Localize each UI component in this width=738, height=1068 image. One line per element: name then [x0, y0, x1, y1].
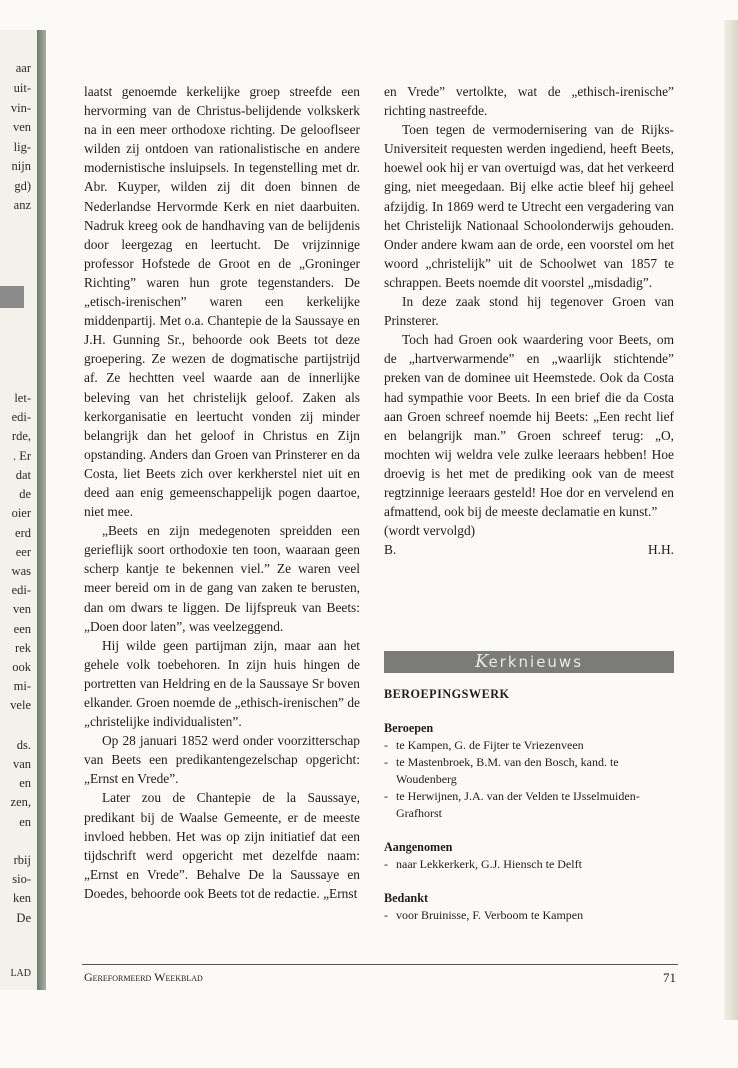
- list-item: - te Mastenbroek, B.M. van den Bosch, kand. te Woudenberg: [384, 754, 679, 788]
- banner-title: erknieuws: [488, 653, 584, 671]
- page-number: 71: [663, 970, 676, 985]
- previous-page-text-fragment: erd: [15, 526, 31, 540]
- list-item: - voor Bruinisse, F. Verboom te Kampen: [384, 907, 679, 924]
- article-column-left: [84, 82, 360, 903]
- previous-page-text-fragment: sio-: [12, 872, 31, 886]
- kerknieuws-section: [384, 686, 679, 924]
- previous-page-text-fragment: LAD: [10, 968, 31, 979]
- banner-initial: K: [474, 651, 489, 672]
- previous-page-text-fragment: nijn: [11, 159, 31, 173]
- aangenomen-list: [384, 856, 679, 873]
- paragraph: Later zou de Chantepie de la Saussaye, predikant bij de Waalse Gemeente, er de meeste invloed hebben. Het was op zijn initiatief dat een tijdschrift werd opgericht met dezelfde naam: „Ernst en Vrede”. Behalve De la Saussaye en Doedes, behoorde ook Beets tot de redactie. „Ernst: [84, 790, 360, 901]
- previous-page-text-fragment: oier: [11, 506, 31, 520]
- previous-page-text-fragment: vele: [10, 698, 31, 712]
- previous-page-text-fragment: een: [13, 622, 31, 636]
- previous-page-text-fragment: dat: [15, 468, 31, 482]
- kerknieuws-banner: [384, 651, 674, 673]
- page-footer: [84, 970, 676, 986]
- paragraph: Hij wilde geen partijman zijn, maar aan het gehele volk toebehoren. In zijn huis hingen de portretten van Heldring en de la Saussaye Sr boven elkander. Groen noemde de „ethisch-irenischen” de „christelijke individualisten”.: [84, 637, 360, 730]
- previous-page-text-fragment: ds.: [16, 738, 31, 752]
- list-item: - te Kampen, G. de Fijter te Vriezenveen: [384, 737, 679, 754]
- bedankt-list: [384, 907, 679, 924]
- previous-page-text-fragment: uit-: [13, 81, 31, 95]
- previous-page-text-fragment: vin-: [10, 101, 31, 115]
- previous-page-text-fragment: aar: [15, 61, 31, 75]
- paragraph: en Vrede” vertolkte, wat de „ethisch-irenische” richting nastreefde.: [384, 84, 674, 119]
- previous-page-text-fragment: edi-: [11, 410, 31, 424]
- previous-page-text-fragment: lig-: [13, 140, 31, 154]
- to-be-continued: (wordt vervolgd): [384, 523, 476, 539]
- subsection-title-aangenomen: Aangenomen: [384, 840, 453, 854]
- previous-page-text-fragment: rde,: [11, 429, 31, 443]
- footer-rule: [82, 964, 678, 965]
- signature-left: B.: [384, 542, 397, 558]
- paragraph: In deze zaak stond hij tegenover Groen van Prinsterer.: [384, 294, 674, 329]
- subsection-title-beroepen: Beroepen: [384, 721, 434, 735]
- previous-page-text-fragment: van: [12, 757, 31, 771]
- previous-page-gray-block: [0, 286, 24, 308]
- previous-page-strip: [0, 30, 37, 990]
- previous-page-text-fragment: anz: [13, 198, 31, 212]
- previous-page-text-fragment: gd): [14, 179, 31, 193]
- previous-page-text-fragment: was: [11, 564, 31, 578]
- previous-page-text-fragment: ven: [12, 602, 31, 616]
- previous-page-text-fragment: en: [19, 776, 31, 790]
- previous-page-text-fragment: ook: [12, 660, 31, 674]
- previous-page-text-fragment: ven: [12, 120, 31, 134]
- paragraph: Op 28 januari 1852 werd onder voorzitterschap van Beets een predikantengezelschap opgericht: „Ernst en Vrede”.: [84, 733, 360, 787]
- paragraph: Toch had Groen ook waardering voor Beets, om de „hartverwarmende” en „waarlijk stichtende” preken van de dominee uit Heemstede. Ook da Costa had sympathie voor Beets. In een brief die da Costa aan Groen schreef noemde hij Beets: „Een recht lief en belangrijk man.” Groen schreef terug: „O, mochten wij weldra vele zulke leeraars hebben! Hoe droevig is het met de prediking ook van de meest regtzinnige leeraars gesteld! Hoe dor en vervelend en afmattend, ook bij de meeste declamatie en kunst.”: [384, 332, 674, 520]
- previous-page-text-fragment: eer: [15, 545, 31, 559]
- previous-page-text-fragment: . Er: [12, 449, 31, 463]
- section-heading: BEROEPINGSWERK: [384, 687, 510, 701]
- list-item: - te Herwijnen, J.A. van der Velden te IJsselmuiden-Grafhorst: [384, 788, 679, 822]
- previous-page-text-fragment: en: [19, 815, 31, 829]
- previous-page-text-fragment: rek: [15, 641, 31, 655]
- beroepen-list: [384, 737, 679, 822]
- article-column-right: [384, 82, 674, 559]
- previous-page-text-fragment: mi-: [13, 679, 31, 693]
- previous-page-text-fragment: De: [16, 911, 31, 925]
- paragraph: laatst genoemde kerkelijke groep streefde een hervorming van de Christus-belijdende volkskerk na in een meer orthodoxe richting. De gelooflseer wilden zij ontdoen van rationalistische en andere modernistische insluipsels. In tegenstelling met dr. Abr. Kuyper, wilden zij dit doen binnen de Nederlandse Hervormde Kerk en niet daarbuiten. Nadruk kreeg ook de handhaving van de belijdenis door leergezag en leertucht. De vrijzinnige professor Hofstede de Groot en de „Groninger Richting” waren hun grote tegenstanders. De „etisch-irenischen” waren een kerkelijke middenpartij. Met o.a. Chantepie de la Saussaye en J.H. Gunning Sr., behoorde ook Beets tot deze groepering. Ze wezen de dogmatische partijstrijd af. Ze hechtten veel waarde aan de innerlijke beleving van het christelijk geloof. Zaken als kerkorganisatie en leertucht vonden zij minder belangrijk dan het geloof in Christus en Zijn opstanding. Anders dan Groen van Prinsterer en da Costa, liet Beets zich over kerkherstel niet uit en deed aan enig gemeenschappelijk pogen daartoe, niet mee.: [84, 84, 360, 520]
- subsection-title-bedankt: Bedankt: [384, 891, 429, 905]
- publication-name: Gereformeerd Weekblad: [84, 970, 203, 984]
- page-gutter: [37, 30, 46, 990]
- previous-page-text-fragment: de: [19, 487, 31, 501]
- list-item: - naar Lekkerkerk, G.J. Hiensch te Delft: [384, 856, 679, 873]
- previous-page-text-fragment: ken: [12, 891, 31, 905]
- previous-page-text-fragment: rbij: [13, 853, 31, 867]
- signature-right: H.H.: [647, 542, 674, 558]
- previous-page-text-fragment: let-: [14, 391, 31, 405]
- author-signature: [384, 540, 674, 559]
- paragraph: Toen tegen de vermodernisering van de Rijks-Universiteit requesten werden ingediend, heeft Beets, hoewel ook hij er van overtuigd was, dat het verkeerd ging, niet meegedaan. Bij elke actie bleef hij geheel afzijdig. In 1869 werd te Utrecht een vergadering van het Christelijk Nationaal Schoolonderwijs gehouden. Onder andere kwam aan de orde, een voorstel om het woord „christelijk” uit de Schoolwet van 1857 te schrappen. Beets noemde dit voorstel „misdadig”.: [384, 122, 674, 290]
- previous-page-text-fragment: zen,: [10, 795, 31, 809]
- paragraph: „Beets en zijn medegenoten spreidden een gerieflijk soort orthodoxie ten toon, waaraan geen scherp kantje te bekennen viel.” Ze waren veel meer bereid om in de gang van zaken te berusten, dan om dwars te liggen. De lijfspreuk van Beets: „Doen door laten”, was veelzeggend.: [84, 523, 360, 634]
- page-right-edge: [724, 20, 738, 1020]
- previous-page-text-fragment: edi-: [11, 583, 31, 597]
